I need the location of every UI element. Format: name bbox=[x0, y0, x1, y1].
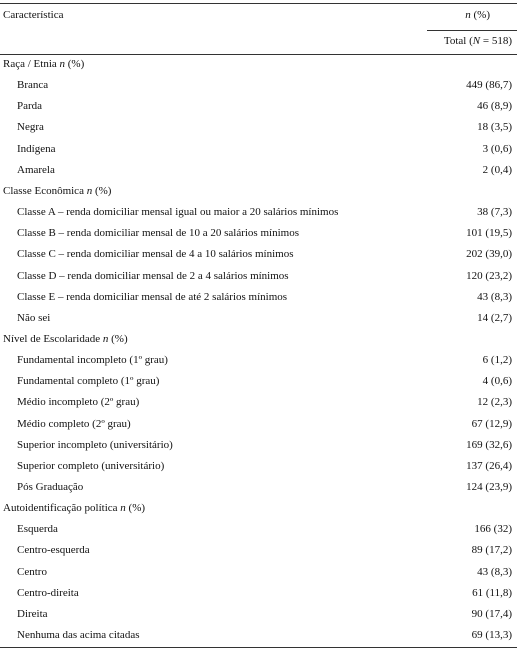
row-label: Fundamental incompleto (1º grau) bbox=[17, 354, 168, 367]
table-row bbox=[0, 456, 517, 477]
row-label: Nenhuma das acima citadas bbox=[17, 629, 140, 642]
table-row bbox=[0, 414, 517, 435]
header-n-percent: n (%) bbox=[465, 9, 490, 21]
table-row bbox=[0, 202, 517, 223]
row-value: 67 (12,9) bbox=[471, 417, 512, 430]
table-row bbox=[0, 160, 517, 181]
row-value: 43 (8,3) bbox=[477, 565, 512, 578]
row-value: 202 (39,0) bbox=[466, 248, 512, 261]
row-label: Classe A – renda domiciliar mensal igual ou maior a 20 salários mínimos bbox=[17, 206, 339, 219]
row-value: 120 (23,2) bbox=[466, 269, 512, 282]
table-row bbox=[0, 562, 517, 583]
row-value: 14 (2,7) bbox=[477, 311, 512, 324]
row-value: 4 (0,6) bbox=[482, 375, 512, 388]
row-label: Esquerda bbox=[17, 523, 58, 536]
table-row bbox=[0, 244, 517, 265]
row-label: Centro-esquerda bbox=[17, 544, 90, 557]
header-total: Total (N = 518) bbox=[443, 35, 512, 47]
table-row bbox=[0, 477, 517, 498]
row-label: Amarela bbox=[17, 163, 55, 176]
section-heading bbox=[0, 498, 517, 519]
row-label: Classe D – renda domiciliar mensal de 2 a 4 salários mínimos bbox=[17, 269, 289, 282]
row-label: Direita bbox=[17, 607, 48, 620]
row-label: Indígena bbox=[17, 142, 56, 155]
header-row bbox=[0, 5, 517, 26]
table-row bbox=[0, 392, 517, 413]
row-value: 61 (11,8) bbox=[472, 586, 512, 599]
table-row bbox=[0, 625, 517, 646]
row-value: 69 (13,3) bbox=[471, 629, 512, 642]
row-label: Parda bbox=[17, 100, 43, 113]
row-value: 38 (7,3) bbox=[477, 206, 512, 219]
section-heading bbox=[0, 329, 517, 350]
section-heading bbox=[0, 181, 517, 202]
row-label: Médio incompleto (2º grau) bbox=[17, 396, 140, 409]
table-row bbox=[0, 75, 517, 96]
row-value: 12 (2,3) bbox=[477, 396, 512, 409]
row-label: Classe B – renda domiciliar mensal de 10 a 20 salários mínimos bbox=[17, 227, 299, 240]
section-title: Autoidentificação política n (%) bbox=[3, 502, 146, 515]
header-total-row bbox=[0, 31, 517, 52]
table-row bbox=[0, 223, 517, 244]
row-value: 6 (1,2) bbox=[482, 354, 512, 367]
row-value: 166 (32) bbox=[474, 523, 512, 536]
table-row bbox=[0, 435, 517, 456]
row-label: Classe C – renda domiciliar mensal de 4 a 10 salários mínimos bbox=[17, 248, 294, 261]
section-title: Raça / Etnia n (%) bbox=[3, 58, 85, 70]
row-label: Classe E – renda domiciliar mensal de até 2 salários mínimos bbox=[17, 290, 288, 303]
row-value: 90 (17,4) bbox=[471, 607, 512, 620]
table-row bbox=[0, 117, 517, 138]
section-title: Nível de Escolaridade n (%) bbox=[3, 332, 128, 345]
row-value: 46 (8,9) bbox=[477, 100, 512, 113]
row-label: Centro-direita bbox=[17, 586, 79, 599]
row-label: Médio completo (2º grau) bbox=[17, 417, 131, 430]
row-value: 18 (3,5) bbox=[477, 121, 512, 134]
table-row bbox=[0, 519, 517, 540]
header-characteristic: Característica bbox=[3, 9, 64, 21]
top-rule bbox=[0, 3, 517, 4]
bottom-rule bbox=[0, 647, 517, 648]
table-row bbox=[0, 604, 517, 625]
row-label: Pós Graduação bbox=[17, 481, 84, 493]
row-value: 101 (19,5) bbox=[466, 227, 512, 240]
row-label: Fundamental completo (1º grau) bbox=[17, 375, 160, 388]
table-row bbox=[0, 266, 517, 287]
row-value: 43 (8,3) bbox=[477, 290, 512, 303]
row-value: 169 (32,6) bbox=[466, 438, 512, 451]
table-row bbox=[0, 308, 517, 329]
row-value: 89 (17,2) bbox=[471, 544, 512, 557]
row-value: 137 (26,4) bbox=[466, 459, 512, 472]
row-label: Branca bbox=[17, 79, 49, 92]
table-row bbox=[0, 96, 517, 117]
row-value: 449 (86,7) bbox=[466, 79, 512, 92]
table-row bbox=[0, 287, 517, 308]
table-row bbox=[0, 540, 517, 561]
row-value: 3 (0,6) bbox=[482, 142, 512, 155]
row-value: 124 (23,9) bbox=[466, 481, 512, 493]
row-label: Não sei bbox=[17, 311, 51, 324]
row-label: Negra bbox=[17, 121, 44, 134]
row-label: Centro bbox=[17, 565, 47, 578]
row-label: Superior completo (universitário) bbox=[17, 459, 165, 472]
table-row bbox=[0, 583, 517, 604]
table-row bbox=[0, 350, 517, 371]
row-value: 2 (0,4) bbox=[482, 163, 512, 176]
table-row bbox=[0, 371, 517, 392]
row-label: Superior incompleto (universitário) bbox=[17, 438, 173, 451]
table-row bbox=[0, 139, 517, 160]
section-title: Classe Econômica n (%) bbox=[3, 184, 112, 197]
section-heading bbox=[0, 54, 517, 75]
